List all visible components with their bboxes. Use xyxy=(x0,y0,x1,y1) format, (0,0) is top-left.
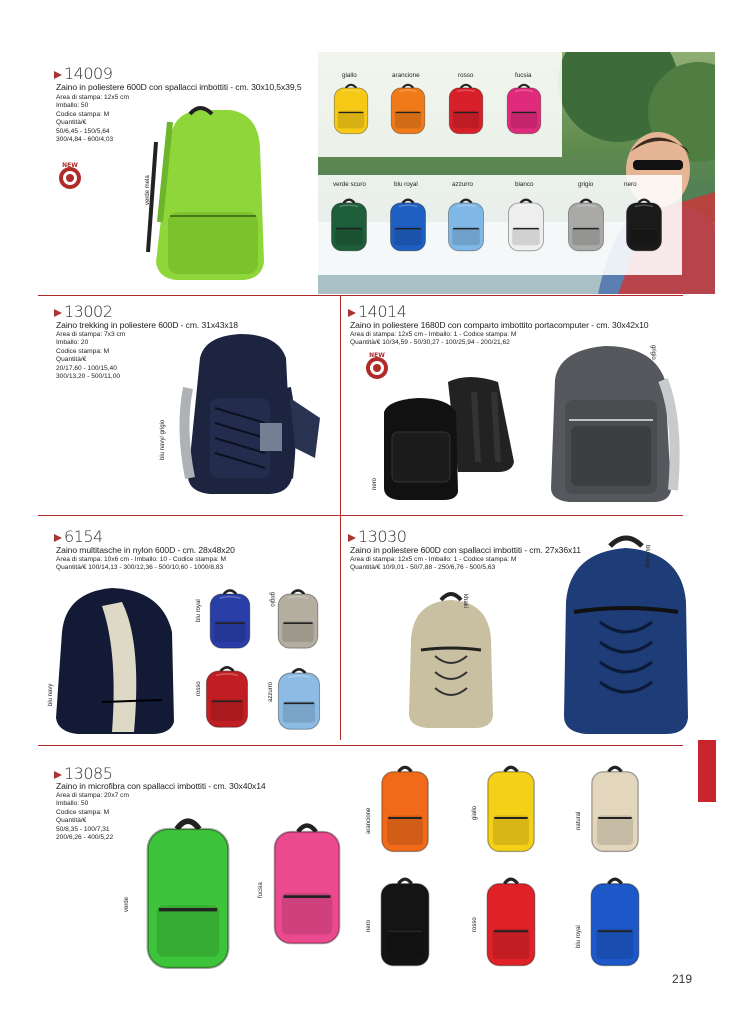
details-line: Area di stampa: 12x5 cm - Imballo: 1 - Codice stampa: M xyxy=(350,556,517,563)
product-code-13002: 13002 xyxy=(54,302,112,321)
product-details-6154 xyxy=(56,556,226,573)
backpack-image-13085-arancione xyxy=(372,764,438,854)
color-label-6154-grigio: grigio xyxy=(269,592,275,607)
product-details-14014 xyxy=(350,331,516,348)
color-label-13085-natural: natural xyxy=(576,811,582,830)
color-label-13085-nero: nero xyxy=(366,919,372,932)
backpack-image-13030-khaki xyxy=(405,590,497,730)
backpack-image-13085-blu-royal xyxy=(582,872,648,972)
details-line: Quantità/€ xyxy=(56,119,87,127)
swatch-label: rosso xyxy=(458,72,474,79)
swatch-backpack-azzurro xyxy=(443,192,489,258)
product-code-14009: 14009 xyxy=(54,64,112,83)
color-label-13085-arancione: arancione xyxy=(366,807,372,834)
details-line: Imballo: 50 xyxy=(56,800,89,808)
details-line: Area di stampa: 12x5 cm - Imballo: 1 - Codice stampa: M xyxy=(350,331,517,338)
new-badge-icon xyxy=(55,160,85,190)
details-line: 300/13,20 - 500/11,00 xyxy=(56,373,121,381)
product-code-14014: 14014 xyxy=(348,302,406,321)
product-title-13030: Zaino in poliestere 600D con spallacci imbottiti - cm. 27x36x11 xyxy=(350,545,581,555)
details-line: 50/8,35 - 100/7,31 xyxy=(56,825,110,833)
product-details-13002 xyxy=(56,331,125,381)
backpack-image-13002 xyxy=(160,328,325,500)
color-label-verde-mela: verde mela xyxy=(145,175,151,205)
product-title-13002: Zaino trekking in poliestere 600D - cm. 31x43x18 xyxy=(56,320,238,330)
backpack-image-6154-grigio xyxy=(272,586,324,652)
backpack-image-6154-azzurro xyxy=(272,664,326,734)
color-label-14014-nero: nero xyxy=(372,477,378,490)
backpack-image-14014-nero xyxy=(378,372,526,502)
details-line: Area di stampa: 10x6 cm - Imballo: 10 - Codice stampa: M xyxy=(56,556,227,563)
color-label-13085-verde: verde xyxy=(124,896,130,912)
swatch-label: bianco xyxy=(515,181,534,188)
color-label-13030-blu-navy: blu navy xyxy=(644,545,650,568)
color-label-13085-rosso: rosso xyxy=(472,917,478,932)
swatch-label: fucsia xyxy=(515,72,532,79)
color-label-6154-blu-royal: blu royal xyxy=(196,599,202,622)
swatch-label: arancione xyxy=(392,72,420,79)
details-line: 200/6,26 - 400/5,22 xyxy=(56,834,114,842)
swatch-label: giallo xyxy=(342,72,357,79)
swatch-backpack-giallo xyxy=(329,80,373,138)
details-line: Area di stampa: 7x3 cm xyxy=(56,331,126,338)
swatch-label: azzurro xyxy=(452,181,473,188)
side-tab xyxy=(698,740,716,802)
color-label-13085-blu-royal: blu royal xyxy=(576,925,582,948)
backpack-image-6154-rosso xyxy=(200,662,254,732)
swatch-label: blu royal xyxy=(394,181,418,188)
backpack-image-13085-rosso xyxy=(478,872,544,972)
product-title-14009: Zaino in poliestere 600D con spallacci imbottiti - cm. 30x10,5x39,5 xyxy=(56,82,302,92)
color-label-6154-blu-navy: blu navy xyxy=(48,683,54,706)
details-line: Quantità/€ xyxy=(56,356,87,364)
swatch-label: nero xyxy=(624,181,637,188)
details-line: Codice stampa: M xyxy=(56,110,110,118)
details-line: Area di stampa: 12x5 cm xyxy=(56,94,129,101)
swatch-backpack-rosso xyxy=(444,80,488,138)
backpack-image-13085-natural xyxy=(582,764,648,854)
details-line: Area di stampa: 20x7 cm xyxy=(56,792,129,799)
color-label-6154-azzurro: azzurro xyxy=(268,681,274,702)
details-line: Quantità/€ 100/14,13 - 300/12,36 - 500/10,60 - 1000/8,83 xyxy=(56,564,224,572)
product-code-13030: 13030 xyxy=(348,527,406,546)
details-line: 20/17,60 - 100/15,40 xyxy=(56,364,117,372)
backpack-image-13085-fucsia xyxy=(262,820,352,948)
backpack-image-14009-verde-mela xyxy=(140,102,275,282)
section-divider xyxy=(38,295,683,296)
backpack-image-13085-verde xyxy=(132,808,244,980)
swatch-label: grigio xyxy=(578,181,594,188)
details-line: Quantità/€ 10/34,59 - 50/30,27 - 100/25,94 - 200/21,62 xyxy=(350,339,510,347)
details-line: 50/6,45 - 150/5,64 xyxy=(56,127,110,135)
section-divider-vertical xyxy=(340,295,341,515)
details-line: Codice stampa: M xyxy=(56,347,110,355)
section-divider-vertical xyxy=(340,515,341,740)
swatch-backpack-nero xyxy=(621,192,667,258)
section-divider xyxy=(38,515,683,516)
product-details-14009 xyxy=(56,94,129,144)
swatch-label: verde scuro xyxy=(333,181,366,188)
color-label-14014-grigio: grigio xyxy=(650,345,656,360)
color-label-13085-fucsia: fucsia xyxy=(258,882,264,898)
details-line: Quantità/€ xyxy=(56,817,87,825)
product-title-14014: Zaino in poliestere 1680D con comparto imbottito portacomputer - cm. 30x42x10 xyxy=(350,320,649,330)
product-code-6154: 6154 xyxy=(54,527,103,546)
product-details-13085 xyxy=(56,792,129,842)
swatch-backpack-fucsia xyxy=(502,80,546,138)
product-title-6154: Zaino multitasche in nylon 600D - cm. 28x48x20 xyxy=(56,545,235,555)
details-line: Imballo: 50 xyxy=(56,102,89,110)
backpack-image-13085-nero xyxy=(372,872,438,972)
color-label-13002: blu navy/ grigio xyxy=(160,419,166,460)
section-divider xyxy=(38,745,683,746)
backpack-image-13085-giallo xyxy=(478,764,544,854)
swatch-backpack-bianco xyxy=(503,192,549,258)
details-line: Codice stampa: M xyxy=(56,808,110,816)
backpack-image-6154-blu-royal xyxy=(204,586,256,652)
color-label-13030-khaki: khaki xyxy=(462,594,468,609)
color-label-6154-rosso: rosso xyxy=(196,681,202,696)
details-line: Quantità/€ 10/9,01 - 50/7,88 - 250/6,76 - 500/5,63 xyxy=(350,564,496,572)
swatch-backpack-verde-scuro xyxy=(326,192,372,258)
details-line: Imballo: 20 xyxy=(56,339,89,347)
product-title-13085: Zaino in microfibra con spallacci imbottiti - cm. 30x40x14 xyxy=(56,781,266,791)
color-label-13085-giallo: giallo xyxy=(472,805,478,820)
swatch-backpack-grigio xyxy=(563,192,609,258)
product-details-13030 xyxy=(350,556,516,573)
backpack-image-6154-blu-navy xyxy=(52,582,182,737)
swatch-backpack-arancione xyxy=(386,80,430,138)
page-number: 219 xyxy=(672,972,693,986)
details-line: 300/4,84 - 600/4,03 xyxy=(56,136,114,144)
swatch-backpack-blu-royal xyxy=(385,192,431,258)
new-badge-text: NEW xyxy=(62,162,78,169)
backpack-image-13030-blu-navy xyxy=(560,532,692,737)
backpack-image-14014-grigio xyxy=(545,340,685,505)
product-code-13085: 13085 xyxy=(54,764,112,783)
new-badge-text: NEW xyxy=(369,352,385,359)
